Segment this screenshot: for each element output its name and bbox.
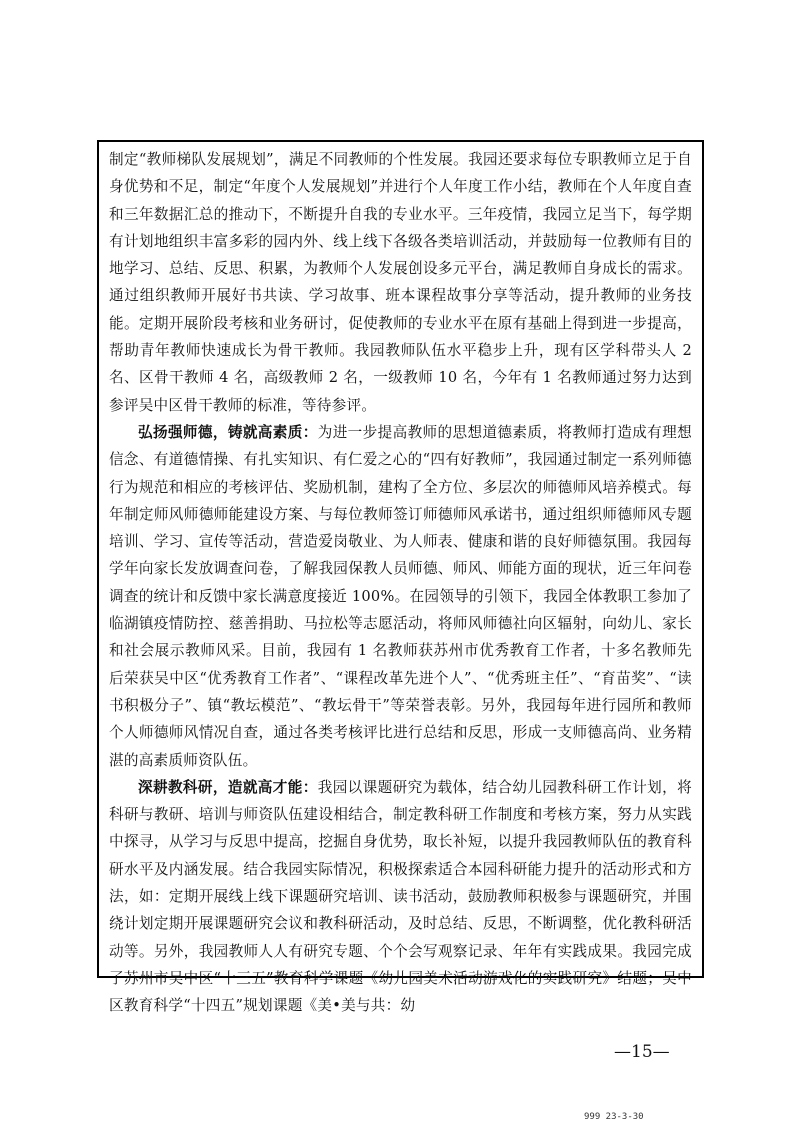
paragraph-research (109, 774, 692, 1020)
paragraph-lead-heading: 深耕教科研，造就高才能： (138, 778, 318, 796)
paragraph-teacher-ethics (109, 419, 692, 774)
paragraph-lead-heading: 弘扬强师德，铸就高素质： (138, 423, 318, 441)
paragraph-text: 制定“教师梯队发展规划”，满足不同教师的个性发展。我园还要求每位专职教师立足于自身优势和不足，制定“年度个人发展规划”并进行个人年度工作小结，教师在个人年度自查和三年数据汇总的推动下，不断提升自我的专业水平。三年疫情，我园立足当下，每学期有计划地组织丰富多彩的园内外、线上线下各级各类培训活动，并鼓励每一位教师有目的地学习、总结、反思、积累，为教师个人发展创设多元平台，满足教师自身成长的需求。通过组织教师开展好书共读、学习故事、班本课程故事分享等活动，提升教师的业务技能。定期开展阶段考核和业务研讨，促使教师的专业水平在原有基础上得到进一步提高，帮助青年教师快速成长为骨干教师。我园教师队伍水平稳步上升，现有区学科带头人 2 名、区骨干教师 4 名，高级教师 2 名，一级教师 10 名，今年有 1 名教师通过努力达到参评吴中区骨干教师的标准，等待参评。 (109, 151, 692, 414)
footer-stamp: 999 23-3-30 (584, 1112, 644, 1122)
paragraph-text: 我园以课题研究为载体，结合幼儿园教科研工作计划，将科研与教研、培训与师资队伍建设相结合，制定教科研工作制度和考核方案，努力从实践中探寻，从学习与反思中提高，挖掘自身优势，取长补短，以提升我园教师队伍的教育科研水平及内涵发展。结合我园实际情况，积极探索适合本园科研能力提升的活动形式和方法，如：定期开展线上线下课题研究培训、读书活动，鼓励教师积极参与课题研究，并围绕计划定期开展课题研究会议和教科研活动，及时总结、反思，不断调整，优化教科研活动等。另外，我园教师人人有研究专题、个个会写观察记录、年年有实践成果。我园完成了苏州市吴中区“十三五”教育科学课题《幼儿园美术活动游戏化的实践研究》结题；吴中区教育科学“十四五”规划课题《美•美与共：幼 (109, 778, 692, 1015)
paragraph-text: 为进一步提高教师的思想道德素质，将教师打造成有理想信念、有道德情操、有扎实知识、有仁爱之心的“四有好教师”，我园通过制定一系列师德行为规范和相应的考核评估、奖励机制，建构了全方位、多层次的师德师风培养模式。每年制定师风师德师能建设方案、与每位教师签订师德师风承诺书，通过组织师德师风专题培训、学习、宣传等活动，营造爱岗敬业、为人师表、健康和谐的良好师德氛围。我园每学年向家长发放调查问卷，了解我园保教人员师德、师风、师能方面的现状，近三年问卷调查的统计和反馈中家长满意度接近 100%。在园领导的引领下，我园全体教职工参加了临湖镇疫情防控、慈善捐助、马拉松等志愿活动，将师风师德社向区辐射，向幼儿、家长和社会展示教师风采。目前，我园有 1 名教师获苏州市优秀教育工作者，十多名教师先后荣获吴中区“优秀教育工作者”、“课程改革先进个人”、“优秀班主任”、“育苗奖”、“读书积极分子”、镇“教坛模范”、“教坛骨干”等荣誉表彰。另外，我园每年进行园所和教师个人师德师风情况自查，通过各类考核评比进行总结和反思，形成一支师德高尚、业务精湛的高素质师资队伍。 (109, 423, 692, 769)
paragraph-teacher-development (109, 146, 692, 419)
text-frame (97, 140, 704, 1015)
page-number: —15— (614, 1042, 670, 1062)
